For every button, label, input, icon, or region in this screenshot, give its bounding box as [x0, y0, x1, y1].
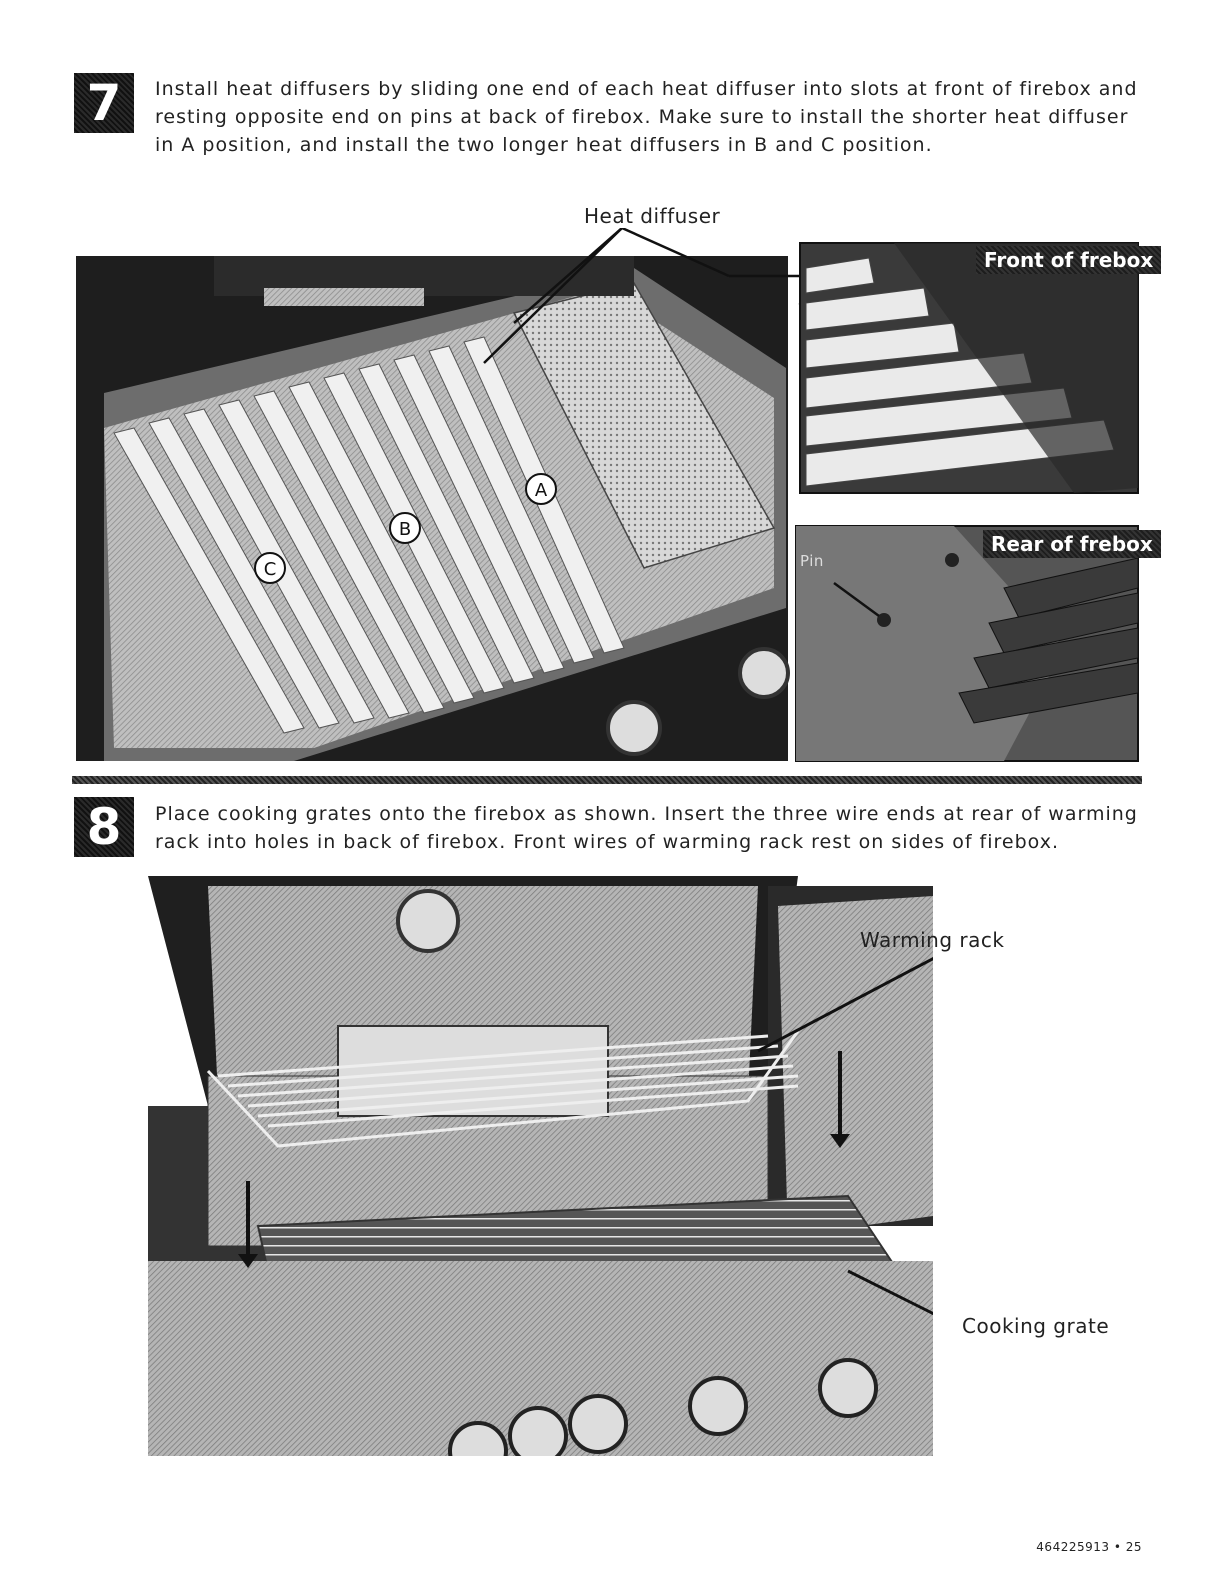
firebox-diffuser-view: [76, 228, 889, 761]
front-of-firebox-inset: [800, 243, 1138, 493]
warming-rack-label: Warming rack: [860, 928, 1005, 952]
section-divider: [72, 776, 1142, 784]
rear-of-firebox-label: Rear of frebox: [983, 530, 1161, 558]
step-7-badge: [74, 73, 134, 133]
pin-label: Pin: [800, 552, 824, 570]
step-8-number: 8: [86, 798, 122, 856]
position-c-text: C: [263, 559, 277, 580]
front-of-firebox-label: Front of frebox: [976, 246, 1161, 274]
position-b-text: B: [398, 519, 412, 540]
step-7-instruction: Install heat diffusers by sliding one end of each heat diffuser into slots at front of firebox and resting opposite end on pins at back of firebox. Make sure to install the shorter heat diffuser in A position, and install the two longer heat diffusers in B and C position.: [155, 78, 1138, 156]
step-8-badge: [74, 797, 134, 857]
step-8-illustration: [148, 876, 933, 1456]
position-a-text: A: [534, 480, 548, 501]
cooking-grate-label: Cooking grate: [962, 1314, 1110, 1338]
rear-of-firebox-inset: [796, 526, 1138, 761]
position-c-marker: [255, 553, 285, 583]
step-8-instruction: Place cooking grates onto the firebox as shown. Insert the three wire ends at rear of warming rack into holes in back of firebox. Front wires of warming rack rest on sides of firebox.: [155, 803, 1138, 853]
heat-diffuser-label: Heat diffuser: [584, 204, 721, 228]
step-7-number: 7: [86, 74, 122, 132]
position-a-marker: [526, 474, 556, 504]
page-footer: 464225913 • 25: [1036, 1540, 1142, 1554]
position-b-marker: [390, 513, 420, 543]
grill-body: [148, 876, 933, 1456]
step-7-illustration: [74, 228, 1144, 763]
